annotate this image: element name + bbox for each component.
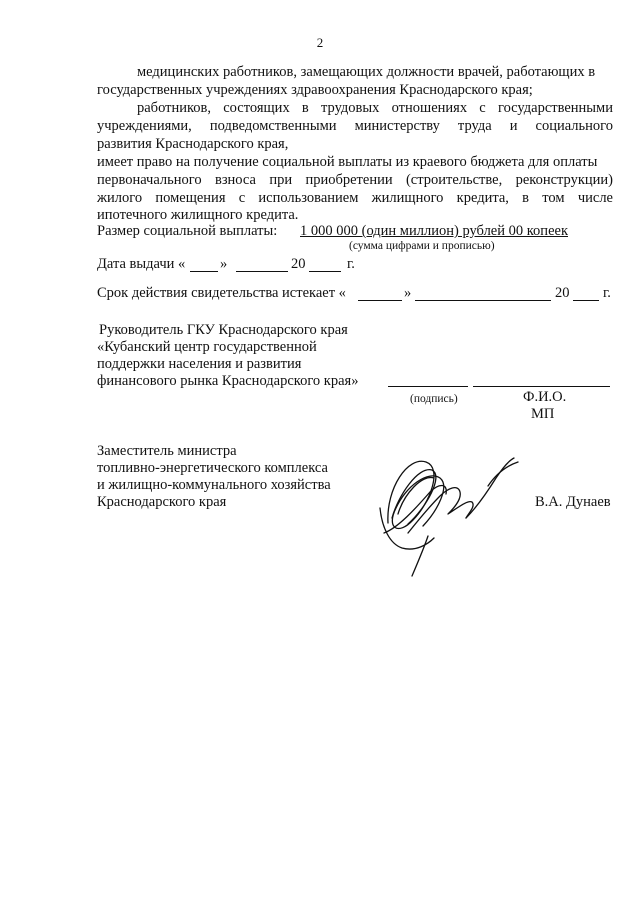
handwritten-signature	[368, 448, 528, 583]
payment-label: Размер социальной выплаты:	[97, 223, 278, 239]
paragraph-line: жилого помещения с использованием жилищного кредита, в том числе	[97, 190, 613, 206]
issue-day-blank	[190, 271, 218, 272]
validity-label: Срок действия свидетельства истекает «	[97, 285, 346, 301]
validity-day-blank	[358, 300, 402, 301]
head-title-line: поддержки населения и развития	[97, 356, 302, 372]
stamp-caption: МП	[531, 406, 555, 422]
payment-amount: 1 000 000 (один миллион) рублей 00 копеек	[300, 223, 568, 239]
deputy-title-line: и жилищно-коммунального хозяйства	[97, 477, 331, 493]
head-signature-blank	[388, 386, 468, 387]
paragraph-line: работников, состоящих в трудовых отношениях с государственными	[137, 100, 613, 116]
page-number: 2	[316, 35, 324, 50]
head-title-line: финансового рынка Краснодарского края»	[97, 373, 359, 389]
issue-date-close-quote: »	[220, 256, 228, 272]
head-title-line: Руководитель ГКУ Краснодарского края	[99, 322, 348, 338]
paragraph-line: развития Краснодарского края,	[97, 136, 289, 152]
head-title-line: «Кубанский центр государственной	[97, 339, 317, 355]
issue-year-prefix: 20	[291, 256, 306, 272]
issue-date-label: Дата выдачи «	[97, 256, 186, 272]
paragraph-line: первоначального взноса при приобретении (строительстве, реконструкции)	[97, 172, 613, 188]
issue-year-blank	[309, 271, 341, 272]
validity-year-suffix: г.	[603, 285, 611, 301]
head-name-blank	[473, 386, 610, 387]
signature-caption: (подпись)	[410, 393, 458, 405]
validity-close-quote: »	[404, 285, 412, 301]
name-caption: Ф.И.О.	[523, 389, 567, 405]
validity-year-prefix: 20	[555, 285, 570, 301]
paragraph-line: медицинских работников, замещающих должности врачей, работающих в	[137, 64, 596, 80]
payment-caption: (сумма цифрами и прописью)	[349, 240, 495, 252]
issue-year-suffix: г.	[347, 256, 355, 272]
paragraph-line: имеет право на получение социальной выплаты из краевого бюджета для оплаты	[97, 154, 598, 170]
validity-year-blank	[573, 300, 599, 301]
validity-month-blank	[415, 300, 551, 301]
deputy-title-line: Краснодарского края	[97, 494, 227, 510]
paragraph-line: ипотечного жилищного кредита.	[97, 207, 299, 223]
paragraph-line: учреждениями, подведомственными министерству труда и социального	[97, 118, 613, 134]
paragraph-line: государственных учреждениях здравоохранения Краснодарского края;	[97, 82, 533, 98]
deputy-title-line: топливно-энергетического комплекса	[97, 460, 328, 476]
deputy-title-line: Заместитель министра	[97, 443, 237, 459]
deputy-name: В.А. Дунаев	[535, 494, 611, 510]
issue-month-blank	[236, 271, 288, 272]
